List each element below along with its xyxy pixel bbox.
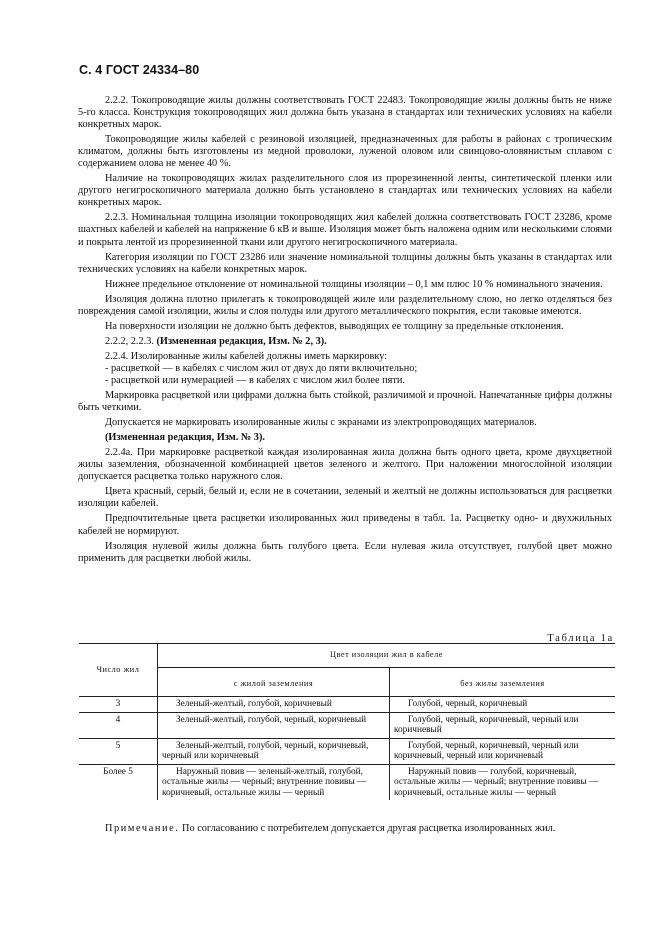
- paragraph: Изоляция нулевой жилы должна быть голубого цвета. Если нулевая жила отсутствует, голубой цвет можно применить для расцветки любой жилы.: [78, 540, 612, 564]
- header-core-count: Число жил: [79, 644, 158, 697]
- table-row: [79, 712, 615, 738]
- paragraph: 2.2.2. Токопроводящие жилы должны соответствовать ГОСТ 22483. Токопроводящие жилы должны быть не ниже 5-го класса. Конструкция токопроводящих жил должна быть указана в стандартах или технических условиях на кабели конкретных марок.: [78, 95, 612, 131]
- paragraph: Цвета красный, серый, белый и, если не в сочетании, зеленый и желтый не должны использоваться для расцветки изоляции кабелей.: [78, 486, 612, 510]
- paragraph: 2.2.4. Изолированные жилы кабелей должны иметь маркировку:: [105, 350, 388, 362]
- paragraph: На поверхности изоляции не должно быть дефектов, выводящих ее толщину за предельные отклонения.: [105, 320, 564, 332]
- header-with-ground: с жилой заземления: [158, 667, 390, 697]
- cell-with-ground: Зеленый-желтый, голубой, черный, коричневый, черный или коричневый: [158, 738, 390, 764]
- paragraph: Допускается не маркировать изолированные жилы с экранами из электропроводящих материалов.: [105, 417, 537, 429]
- cell-with-ground: Зеленый-желтый, голубой, черный, коричневый: [158, 712, 390, 738]
- note-label: Примечание.: [105, 823, 180, 834]
- cell-without-ground: Голубой, черный, коричневый, черный или коричневый: [389, 712, 615, 738]
- page-header: С. 4 ГОСТ 24334–80: [79, 63, 200, 77]
- cell-without-ground: Голубой, черный, коричневый: [389, 697, 615, 713]
- color-table: [79, 643, 615, 800]
- amendment-ref: 2.2.2, 2.2.3.: [105, 335, 154, 347]
- note-text: По согласованию с потребителем допускается другая расцветка изолированных жил.: [182, 823, 556, 834]
- cell-count: 4: [79, 712, 158, 738]
- table-caption: Таблица 1а: [547, 633, 614, 644]
- table-row: [79, 697, 615, 713]
- paragraph: 2.2.3. Номинальная толщина изоляции токопроводящих жил кабелей должна соответствовать ГОСТ 23286, кроме шахтных кабелей и кабелей на напряжение 6 кВ и выше. Изоляция может быть наложена одним или несколькими слоями и покрыта лентой из прорезиненной ткани или другого негигроскопичного материала.: [78, 212, 613, 248]
- cell-without-ground: Наружный повив — голубой, коричневый, остальные жилы — черный; внутренние повивы — коричневый, остальные жилы — черный: [389, 764, 615, 800]
- paragraph: Изоляция должна плотно прилегать к токопроводящей жиле или разделительному слою, но легко отделяться без повреждения самой изоляции, жилы и слоя полуды или другого металлического покрытия, если таковые имеются.: [78, 293, 612, 317]
- cell-with-ground: Зеленый-желтый, голубой, коричневый: [158, 697, 390, 713]
- cell-count: 5: [79, 738, 158, 764]
- amendment-note: [78, 336, 612, 348]
- cell-without-ground: Голубой, черный, коричневый, черный или коричневый, черный или коричневый: [389, 738, 615, 764]
- amendment-text: (Измененная редакция, Изм. № 3).: [105, 432, 265, 444]
- table-row: [79, 738, 615, 764]
- paragraph: 2.2.4а. При маркировке расцветкой каждая изолированная жила должна быть одного цвета, кроме двухцветной жилы заземления, обозначенной комбинацией цветов зеленого и желтого. При наложении многослойной изоляции допускается расцветка только наружного слоя.: [78, 447, 612, 483]
- list-item: - расцветкой или нумерацией — в кабелях с числом жил более пяти.: [105, 374, 405, 386]
- paragraph: Маркировка расцветкой или цифрами должна быть стойкой, различимой и прочной. Напечатанные цифры должны быть четкими.: [78, 390, 612, 414]
- list-item: - расцветкой — в кабелях с числом жил от двух до пяти включительно;: [105, 362, 418, 374]
- cell-with-ground: Наружный повив — зеленый-желтый, голубой, остальные жилы — черный; внутренние повивы — коричневый, остальные жилы — черный: [158, 764, 390, 800]
- cell-count: 3: [79, 697, 158, 713]
- paragraph: Наличие на токопроводящих жилах разделительного слоя из прорезиненной ленты, синтетической пленки или другого негигроскопичного материала должно быть установлено в стандартах или технических условиях на кабели конкретных марок.: [78, 173, 612, 209]
- table-note: [78, 823, 618, 835]
- amendment-note: [78, 432, 612, 444]
- paragraph: Нижнее предельное отклонение от номинальной толщины изоляции – 0,1 мм плюс 10 % номинального значения.: [105, 278, 603, 290]
- paragraph: Токопроводящие жилы кабелей с резиновой изоляцией, предназначенных для работы в районах с тропическим климатом, должны быть изготовлены из медной проволоки, луженой оловом или свинцово-оловянистым сплавом с содержанием олова не менее 40 %.: [78, 134, 612, 170]
- header-without-ground: без жилы заземления: [389, 667, 615, 697]
- amendment-text: (Измененная редакция, Изм. № 2, 3).: [156, 335, 327, 347]
- table-row: [79, 764, 615, 800]
- paragraph: Категория изоляции по ГОСТ 23286 или значение номинальной толщины должны быть указаны в стандартах или технических условиях на кабели конкретных марок.: [78, 251, 612, 275]
- document-body: [78, 95, 612, 568]
- cell-count: Более 5: [79, 764, 158, 800]
- header-insulation-color: Цвет изоляции жил в кабеле: [158, 644, 616, 668]
- paragraph: Предпочтительные цвета расцветки изолированных жил приведены в табл. 1а. Расцветку одно- и двухжильных кабелей не нормируют.: [78, 513, 612, 537]
